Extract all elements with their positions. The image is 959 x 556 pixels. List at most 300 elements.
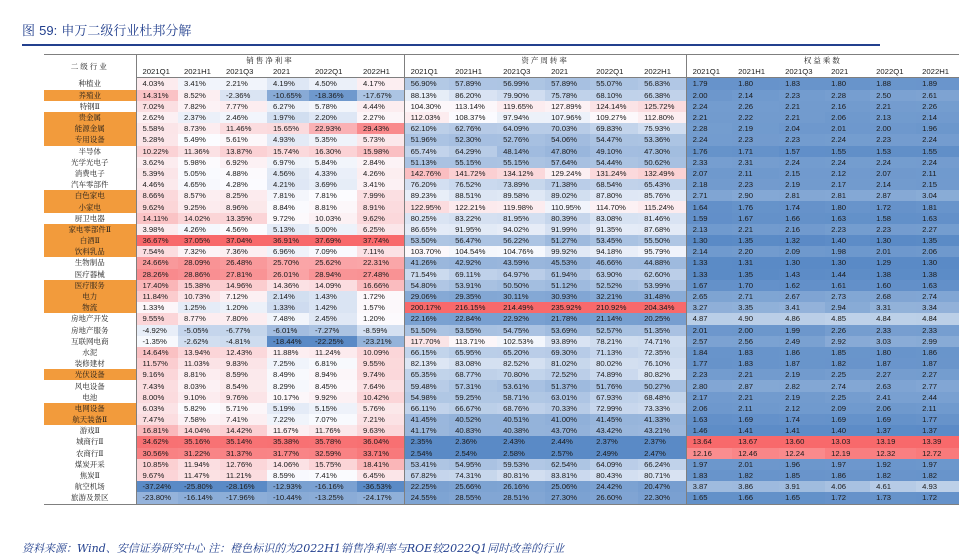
table-row	[44, 213, 959, 224]
cell-equity: 3.86	[732, 481, 779, 492]
cell-turnover: 54.06%	[545, 134, 590, 145]
cell-equity: 1.83	[732, 347, 779, 358]
cell-turnover: 214.49%	[497, 302, 545, 313]
cell-turnover: 81.46%	[638, 213, 686, 224]
industry-name: 半导体	[78, 146, 101, 156]
cell-margin: 11.57%	[136, 358, 178, 369]
cell-equity: 1.97	[916, 459, 959, 470]
cell-equity: 1.97	[686, 459, 732, 470]
cell-margin: 10.73%	[178, 291, 220, 302]
cell-margin: 7.80%	[220, 313, 267, 324]
cell-turnover: 134.12%	[497, 168, 545, 179]
cell-turnover: 83.22%	[449, 213, 497, 224]
cell-turnover: 81.95%	[497, 213, 545, 224]
column-header: 2021H1	[732, 66, 779, 78]
cell-turnover: 2.54%	[449, 448, 497, 459]
cell-margin: 9.16%	[136, 369, 178, 380]
cell-margin: 4.46%	[136, 179, 178, 190]
cell-equity: 1.82	[916, 470, 959, 481]
cell-turnover: 95.79%	[638, 246, 686, 257]
cell-turnover: 57.64%	[545, 157, 590, 168]
cell-turnover: 62.76%	[449, 123, 497, 134]
cell-equity: 1.35	[732, 269, 779, 280]
cell-margin: 7.47%	[136, 414, 178, 425]
cell-margin: 9.76%	[220, 392, 267, 403]
cell-turnover: 30.93%	[545, 291, 590, 302]
cell-equity: 2.65	[686, 291, 732, 302]
cell-equity: 13.60	[779, 436, 825, 447]
cell-equity: 1.55	[916, 146, 959, 157]
cell-equity: 2.26	[732, 101, 779, 112]
cell-equity: 3.27	[686, 302, 732, 313]
cell-margin: 26.01%	[267, 269, 309, 280]
cell-turnover: 53.61%	[497, 380, 545, 391]
cell-equity: 2.50	[870, 90, 916, 101]
cell-turnover: 210.92%	[590, 302, 638, 313]
cell-equity: 2.15	[916, 179, 959, 190]
industry-name: 航天装备Ⅱ	[44, 414, 136, 425]
cell-turnover: 70.33%	[545, 403, 590, 414]
table-row	[44, 369, 959, 380]
cell-margin: -23.80%	[136, 492, 178, 504]
cell-margin: 5.19%	[267, 403, 309, 414]
cell-equity: 3.31	[870, 302, 916, 313]
column-header: 2021Q1	[686, 66, 732, 78]
cell-margin: 6.27%	[267, 101, 309, 112]
industry-name: 光伏设备	[44, 369, 136, 380]
cell-margin: -18.44%	[267, 336, 309, 347]
cell-equity: 2.07	[870, 168, 916, 179]
cell-equity: 1.88	[870, 78, 916, 90]
cell-equity: 3.87	[686, 481, 732, 492]
cell-turnover: 51.27%	[545, 235, 590, 246]
column-header: 2021Q3	[497, 66, 545, 78]
cell-margin: 13.94%	[178, 347, 220, 358]
cell-equity: 1.97	[825, 459, 870, 470]
cell-equity: 3.03	[870, 336, 916, 347]
cell-equity: 13.64	[686, 436, 732, 447]
cell-equity: 1.80	[870, 347, 916, 358]
cell-equity: 4.86	[779, 313, 825, 324]
cell-turnover: 127.89%	[545, 101, 590, 112]
cell-margin: 10.03%	[309, 213, 357, 224]
cell-equity: 2.11	[916, 403, 959, 414]
cell-turnover: 117.70%	[404, 336, 449, 347]
cell-margin: -10.44%	[267, 492, 309, 504]
cell-margin: 31.22%	[178, 448, 220, 459]
cell-margin: 5.71%	[220, 403, 267, 414]
cell-turnover: 82.13%	[404, 358, 449, 369]
cell-equity: 2.63	[870, 380, 916, 391]
cell-turnover: 55.07%	[590, 78, 638, 90]
cell-margin: -2.62%	[178, 336, 220, 347]
cell-margin: 7.81%	[309, 190, 357, 201]
cell-turnover: 58.71%	[497, 392, 545, 403]
figure-title	[22, 20, 191, 39]
cell-margin: -2.36%	[220, 90, 267, 101]
cell-margin: 8.59%	[220, 369, 267, 380]
cell-margin: 4.33%	[309, 168, 357, 179]
cell-turnover: 88.13%	[404, 90, 449, 101]
cell-turnover: 57.89%	[449, 78, 497, 90]
cell-margin: 2.62%	[136, 112, 178, 123]
cell-equity: 2.18	[686, 179, 732, 190]
cell-margin: 7.64%	[357, 380, 404, 391]
cell-margin: 35.14%	[220, 436, 267, 447]
cell-turnover: 54.98%	[404, 392, 449, 403]
cell-equity: 13.67	[732, 436, 779, 447]
cell-turnover: 59.53%	[497, 459, 545, 470]
cell-equity: 2.19	[779, 392, 825, 403]
cell-margin: -22.25%	[309, 336, 357, 347]
cell-margin: -8.59%	[357, 325, 404, 336]
cell-turnover: 80.71%	[638, 470, 686, 481]
cell-margin: 7.48%	[267, 313, 309, 324]
cell-turnover: 94.02%	[497, 224, 545, 235]
table-row	[44, 224, 959, 235]
cell-equity: 1.71	[732, 146, 779, 157]
group-header-turnover: 资产周转率	[404, 55, 686, 67]
cell-turnover: 22.16%	[404, 313, 449, 324]
cell-margin: 5.61%	[220, 134, 267, 145]
industry-name: 水泥	[82, 347, 98, 357]
table-row	[44, 269, 959, 280]
cell-margin: 4.93%	[267, 134, 309, 145]
table-row	[44, 134, 959, 145]
cell-equity: 1.33	[686, 257, 732, 268]
cell-margin: -7.27%	[309, 325, 357, 336]
table-body	[44, 78, 959, 504]
cell-margin: 5.28%	[136, 134, 178, 145]
cell-turnover: 59.48%	[404, 380, 449, 391]
cell-margin: -24.17%	[357, 492, 404, 504]
industry-name: 专用设备	[44, 134, 136, 145]
cell-equity: 2.01	[870, 246, 916, 257]
cell-equity: 2.19	[732, 123, 779, 134]
cell-margin: 27.48%	[357, 269, 404, 280]
cell-equity: 1.77	[916, 414, 959, 425]
cell-equity: 2.82	[779, 380, 825, 391]
cell-equity: 2.12	[825, 168, 870, 179]
cell-equity: 12.16	[686, 448, 732, 459]
table-row	[44, 246, 959, 257]
figure-title-text: 申万二级行业杜邦分解	[61, 24, 192, 39]
cell-equity: 1.77	[686, 358, 732, 369]
cell-turnover: 54.75%	[497, 325, 545, 336]
cell-equity: 2.06	[825, 112, 870, 123]
cell-equity: 2.92	[825, 336, 870, 347]
cell-equity: 2.44	[916, 392, 959, 403]
cell-margin: 9.92%	[309, 392, 357, 403]
cell-equity: 2.94	[825, 302, 870, 313]
cell-turnover: 71.54%	[404, 269, 449, 280]
cell-equity: 1.74	[779, 414, 825, 425]
cell-margin: 11.24%	[309, 347, 357, 358]
cell-turnover: 51.35%	[638, 325, 686, 336]
cell-equity: 1.63	[916, 213, 959, 224]
cell-turnover: 43.59%	[497, 257, 545, 268]
cell-turnover: 28.55%	[449, 492, 497, 504]
cell-margin: 4.19%	[267, 78, 309, 90]
cell-margin: 14.09%	[309, 280, 357, 291]
cell-turnover: 54.95%	[449, 459, 497, 470]
industry-name: 汽车零部件	[71, 180, 109, 190]
cell-margin: 29.43%	[357, 123, 404, 134]
table-row	[44, 90, 959, 101]
cell-equity: 1.41	[779, 425, 825, 436]
cell-margin: -16.16%	[309, 481, 357, 492]
cell-turnover: 2.58%	[497, 448, 545, 459]
cell-margin: 37.04%	[220, 235, 267, 246]
cell-margin: 14.02%	[178, 213, 220, 224]
cell-turnover: 129.24%	[545, 168, 590, 179]
cell-turnover: 67.82%	[404, 470, 449, 481]
cell-margin: 16.30%	[309, 146, 357, 157]
column-header: 2021	[545, 66, 590, 78]
table-row	[44, 347, 959, 358]
cell-equity: 1.40	[825, 235, 870, 246]
table-row	[44, 146, 959, 157]
cell-turnover: 54.44%	[590, 157, 638, 168]
cell-equity: 2.01	[825, 123, 870, 134]
cell-margin: 3.41%	[357, 179, 404, 190]
cell-margin: 12.43%	[220, 347, 267, 358]
cell-turnover: 40.52%	[449, 414, 497, 425]
cell-equity: 1.84	[686, 347, 732, 358]
cell-turnover: 67.93%	[590, 392, 638, 403]
cell-margin: 1.72%	[357, 291, 404, 302]
cell-turnover: 53.45%	[590, 235, 638, 246]
industry-name: 厨卫电器	[74, 213, 105, 223]
cell-equity: 2.06	[686, 403, 732, 414]
cell-turnover: 64.09%	[497, 123, 545, 134]
cell-margin: -1.35%	[136, 336, 178, 347]
cell-turnover: 56.47%	[449, 235, 497, 246]
cell-equity: 1.40	[825, 425, 870, 436]
cell-equity: 1.30	[779, 257, 825, 268]
cell-margin: 11.36%	[178, 146, 220, 157]
cell-margin: 8.91%	[357, 201, 404, 212]
cell-margin: 4.17%	[357, 78, 404, 90]
cell-margin: -4.92%	[136, 325, 178, 336]
table-row	[44, 201, 959, 212]
cell-margin: 35.38%	[267, 436, 309, 447]
cell-equity: 1.53	[870, 146, 916, 157]
cell-margin: 9.67%	[136, 470, 178, 481]
cell-turnover: 43.21%	[638, 425, 686, 436]
cell-turnover: 62.54%	[545, 459, 590, 470]
cell-margin: 10.09%	[357, 347, 404, 358]
cell-turnover: 74.71%	[638, 336, 686, 347]
cell-turnover: 76.20%	[404, 179, 449, 190]
cell-margin: 7.36%	[220, 246, 267, 257]
cell-margin: 5.58%	[136, 123, 178, 134]
cell-margin: 14.96%	[220, 280, 267, 291]
cell-turnover: 89.58%	[497, 190, 545, 201]
industry-name: 医疗服务	[44, 280, 136, 291]
cell-turnover: 22.92%	[497, 313, 545, 324]
table-row	[44, 492, 959, 504]
cell-turnover: 64.97%	[497, 269, 545, 280]
cell-margin: -17.96%	[220, 492, 267, 504]
cell-equity: 13.39	[916, 436, 959, 447]
cell-equity: 2.24	[916, 157, 959, 168]
cell-turnover: 50.27%	[638, 380, 686, 391]
cell-equity: 2.12	[779, 403, 825, 414]
cell-turnover: 51.12%	[545, 280, 590, 291]
cell-equity: 1.65	[779, 492, 825, 504]
cell-equity: 1.37	[870, 425, 916, 436]
cell-margin: 35.16%	[178, 436, 220, 447]
cell-turnover: 113.71%	[449, 336, 497, 347]
cell-turnover: 55.15%	[449, 157, 497, 168]
cell-turnover: 68.77%	[449, 369, 497, 380]
cell-equity: 1.73	[870, 492, 916, 504]
cell-equity: 2.25	[825, 392, 870, 403]
cell-margin: 2.45%	[309, 313, 357, 324]
cell-equity: 2.24	[916, 134, 959, 145]
cell-equity: 1.46	[686, 425, 732, 436]
cell-turnover: 44.88%	[638, 257, 686, 268]
cell-margin: 6.03%	[136, 403, 178, 414]
cell-margin: 37.05%	[178, 235, 220, 246]
cell-turnover: 85.76%	[638, 190, 686, 201]
cell-turnover: 115.24%	[638, 201, 686, 212]
cell-equity: 1.86	[825, 470, 870, 481]
cell-equity: 2.21	[870, 101, 916, 112]
cell-turnover: 26.16%	[497, 481, 545, 492]
cell-equity: 1.87	[916, 358, 959, 369]
cell-margin: 7.21%	[357, 414, 404, 425]
cell-equity: 2.22	[732, 112, 779, 123]
table-row	[44, 302, 959, 313]
cell-equity: 2.26	[825, 325, 870, 336]
cell-margin: 17.40%	[136, 280, 178, 291]
cell-equity: 2.21	[779, 112, 825, 123]
cell-turnover: 51.96%	[404, 134, 449, 145]
cell-turnover: 89.23%	[404, 190, 449, 201]
cell-margin: 32.59%	[309, 448, 357, 459]
cell-margin: 15.74%	[267, 146, 309, 157]
cell-equity: 1.55	[825, 146, 870, 157]
cell-equity: 4.93	[916, 481, 959, 492]
cell-equity: 1.99	[779, 325, 825, 336]
cell-turnover: 89.02%	[545, 190, 590, 201]
industry-name: 医疗器械	[74, 269, 105, 279]
cell-turnover: 86.20%	[449, 90, 497, 101]
cell-margin: 5.13%	[267, 224, 309, 235]
cell-equity: 2.20	[732, 246, 779, 257]
cell-equity: 2.87	[870, 190, 916, 201]
industry-name: 养殖业	[44, 90, 136, 101]
cell-turnover: 2.49%	[590, 448, 638, 459]
cell-equity: 1.33	[686, 269, 732, 280]
cell-margin: 28.09%	[178, 257, 220, 268]
cell-turnover: 2.37%	[638, 436, 686, 447]
cell-margin: 5.98%	[178, 157, 220, 168]
cell-turnover: 76.10%	[638, 358, 686, 369]
cell-equity: 2.00	[686, 90, 732, 101]
industry-name: 白酒Ⅱ	[44, 235, 136, 246]
cell-turnover: 91.95%	[449, 224, 497, 235]
cell-turnover: 40.83%	[449, 425, 497, 436]
cell-turnover: 66.24%	[638, 459, 686, 470]
cell-equity: 2.27	[916, 369, 959, 380]
cell-margin: 1.20%	[357, 313, 404, 324]
cell-equity: 2.28	[825, 90, 870, 101]
cell-equity: 1.83	[732, 358, 779, 369]
cell-equity: 1.32	[779, 235, 825, 246]
cell-turnover: 41.45%	[590, 414, 638, 425]
cell-margin: -18.36%	[309, 90, 357, 101]
cell-margin: 5.39%	[136, 168, 178, 179]
cell-turnover: 66.38%	[638, 90, 686, 101]
cell-turnover: 55.50%	[638, 235, 686, 246]
cell-turnover: 49.10%	[590, 146, 638, 157]
cell-turnover: 62.10%	[404, 123, 449, 134]
column-header: 2022H1	[357, 66, 404, 78]
cell-turnover: 28.51%	[497, 492, 545, 504]
cell-turnover: 65.95%	[449, 347, 497, 358]
cell-margin: 8.59%	[267, 470, 309, 481]
industry-name: 白色家电	[44, 190, 136, 201]
cell-margin: 9.72%	[267, 213, 309, 224]
column-header: 2022Q1	[870, 66, 916, 78]
cell-margin: 4.26%	[178, 224, 220, 235]
cell-margin: 37.74%	[357, 235, 404, 246]
cell-equity: 1.86	[779, 347, 825, 358]
table-row	[44, 78, 959, 90]
column-header: 2021Q1	[136, 66, 178, 78]
cell-turnover: 104.30%	[404, 101, 449, 112]
cell-turnover: 68.54%	[590, 179, 638, 190]
cell-equity: 1.29	[870, 257, 916, 268]
cell-margin: 27.81%	[220, 269, 267, 280]
cell-margin: 1.20%	[220, 302, 267, 313]
cell-turnover: 102.53%	[497, 336, 545, 347]
cell-equity: 3.91	[779, 481, 825, 492]
cell-equity: 4.84	[916, 313, 959, 324]
cell-turnover: 2.54%	[404, 448, 449, 459]
cell-equity: 2.74	[916, 291, 959, 302]
cell-equity: 12.46	[732, 448, 779, 459]
cell-margin: 4.21%	[267, 179, 309, 190]
cell-margin: 6.81%	[309, 358, 357, 369]
cell-margin: 13.87%	[220, 146, 267, 157]
cell-equity: 2.06	[870, 403, 916, 414]
cell-equity: 4.87	[686, 313, 732, 324]
cell-turnover: 43.70%	[545, 425, 590, 436]
cell-turnover: 30.11%	[497, 291, 545, 302]
cell-margin: 7.43%	[136, 380, 178, 391]
cell-turnover: 31.48%	[638, 291, 686, 302]
cell-margin: 7.22%	[267, 414, 309, 425]
cell-turnover: 40.38%	[497, 425, 545, 436]
table-row	[44, 470, 959, 481]
cell-equity: 13.03	[825, 436, 870, 447]
table-row	[44, 392, 959, 403]
cell-equity: 2.24	[779, 157, 825, 168]
cell-margin: 4.44%	[357, 101, 404, 112]
cell-equity: 1.70	[732, 280, 779, 291]
cell-equity: 2.26	[916, 101, 959, 112]
table-row	[44, 257, 959, 268]
cell-margin: 4.50%	[309, 78, 357, 90]
cell-turnover: 112.80%	[638, 112, 686, 123]
cell-margin: 12.76%	[220, 459, 267, 470]
cell-equity: 2.56	[732, 336, 779, 347]
cell-equity: 2.31	[732, 157, 779, 168]
